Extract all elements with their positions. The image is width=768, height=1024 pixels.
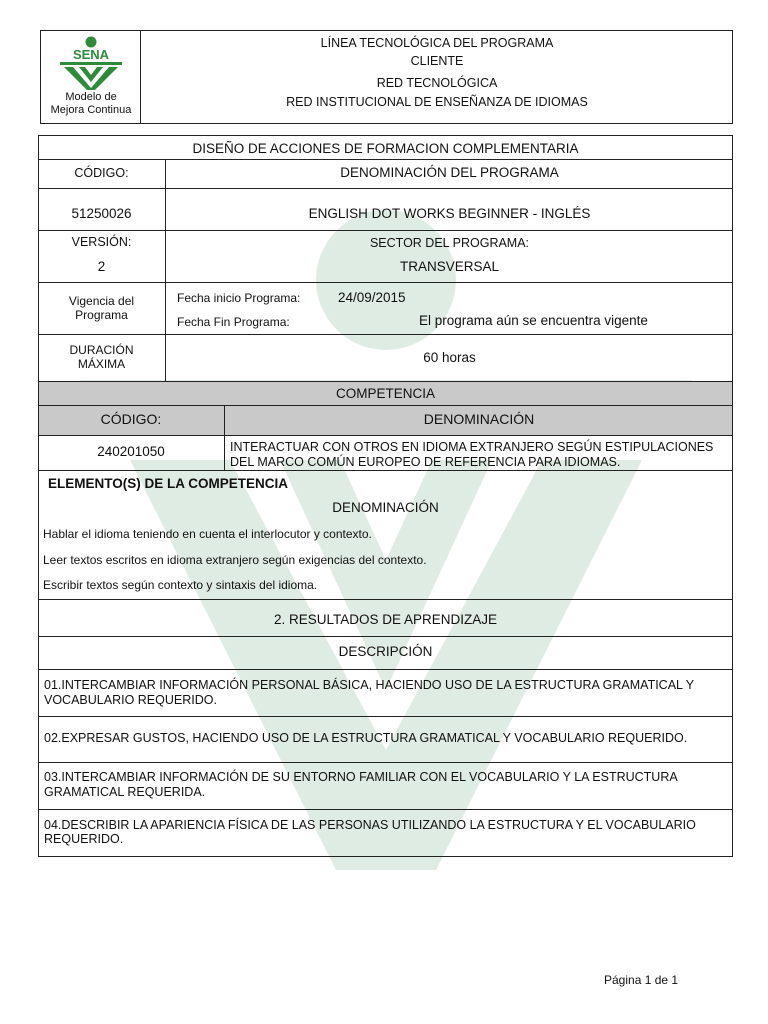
result-item-2-line-1: 02.EXPRESAR GUSTOS, HACIENDO USO DE LA ESTRUCTURA GRAMATICAL Y VOCABULARIO REQUERIDO. [44,731,688,745]
program-name-label: DENOMINACIÓN DEL PROGRAMA [340,165,559,180]
logo-text: SENA [72,47,110,62]
sector-value: TRANSVERSAL [399,259,500,274]
results-title: 2. RESULTADOS DE APRENDIZAJE [273,612,498,627]
sector-label: SECTOR DEL PROGRAMA: [369,236,530,250]
competence-name-line-2: DEL MARCO COMÚN EUROPEO DE REFERENCIA PARA IDIOMAS. [230,455,621,469]
end-date-label: Fecha Fin Programa: [177,315,290,329]
result-item-4-line-2: REQUERIDO. [44,832,124,846]
validity-label-1: Vigencia del [68,294,135,308]
duration-label-1: DURACIÓN [69,343,134,357]
header-line-3: RED TECNOLÓGICA [376,76,498,90]
competence-title: COMPETENCIA [335,386,435,401]
result-item-4-line-1: 04.DESCRIBIR LA APARIENCIA FÍSICA DE LAS PERSONAS UTILIZANDO LA ESTRUCTURA Y EL VOCABULARIO [44,818,696,832]
element-item-1: Hablar el idioma teniendo en cuenta el interlocutor y contexto. [43,527,372,541]
page-number: Página 1 de 1 [604,973,679,987]
logo-caption-1: Modelo de [65,91,117,103]
program-code-value: 51250026 [71,206,132,221]
sena-logo-icon [46,34,136,90]
competence-name-header: DENOMINACIÓN [423,411,535,427]
header-line-4: RED INSTITUCIONAL DE ENSEÑANZA DE IDIOMAS [286,95,588,109]
result-item-1-line-1: 01.INTERCAMBIAR INFORMACIÓN PERSONAL BÁSICA, HACIENDO USO DE LA ESTRUCTURA GRAMATICAL Y [44,678,695,692]
elements-subtitle: DENOMINACIÓN [332,500,439,515]
end-date-value: El programa aún se encuentra vigente [419,313,648,328]
duration-value: 60 horas [423,350,476,365]
sena-logo [46,34,136,120]
elements-title: ELEMENTO(S) DE LA COMPETENCIA [48,476,289,491]
validity-label-2: Programa [75,308,128,322]
result-item-3-line-2: GRAMATICAL REQUERIDA. [44,785,206,799]
header-line-2: CLIENTE [410,54,464,68]
program-name-value: ENGLISH DOT WORKS BEGINNER - INGLÉS [308,206,591,221]
logo-caption-2: Mejora Continua [50,104,132,116]
header-line-1: LÍNEA TECNOLÓGICA DEL PROGRAMA [320,36,554,50]
element-item-2: Leer textos escritos en idioma extranjero según exigencias del contexto. [43,553,427,567]
element-item-3: Escribir textos según contexto y sintaxis del idioma. [43,578,318,592]
competence-code-value: 240201050 [97,444,165,459]
duration-label-2: MÁXIMA [77,357,126,371]
start-date-value: 24/09/2015 [338,290,406,305]
program-code-label: CÓDIGO: [74,166,129,180]
section-title: DISEÑO DE ACCIONES DE FORMACION COMPLEMENTARIA [192,141,579,156]
version-value: 2 [97,259,106,274]
results-subtitle: DESCRIPCIÓN [338,644,433,659]
competence-name-line-1: INTERACTUAR CON OTROS EN IDIOMA EXTRANJERO SEGÚN ESTIPULACIONES [230,440,714,454]
competence-code-header: CÓDIGO: [100,411,162,427]
start-date-label: Fecha inicio Programa: [177,291,301,305]
result-item-3-line-1: 03.INTERCAMBIAR INFORMACIÓN DE SU ENTORNO FAMILIAR CON EL VOCABULARIO Y LA ESTRUCTURA [44,770,678,784]
version-label: VERSIÓN: [71,235,132,249]
result-item-1-line-2: VOCABULARIO REQUERIDO. [44,693,217,707]
